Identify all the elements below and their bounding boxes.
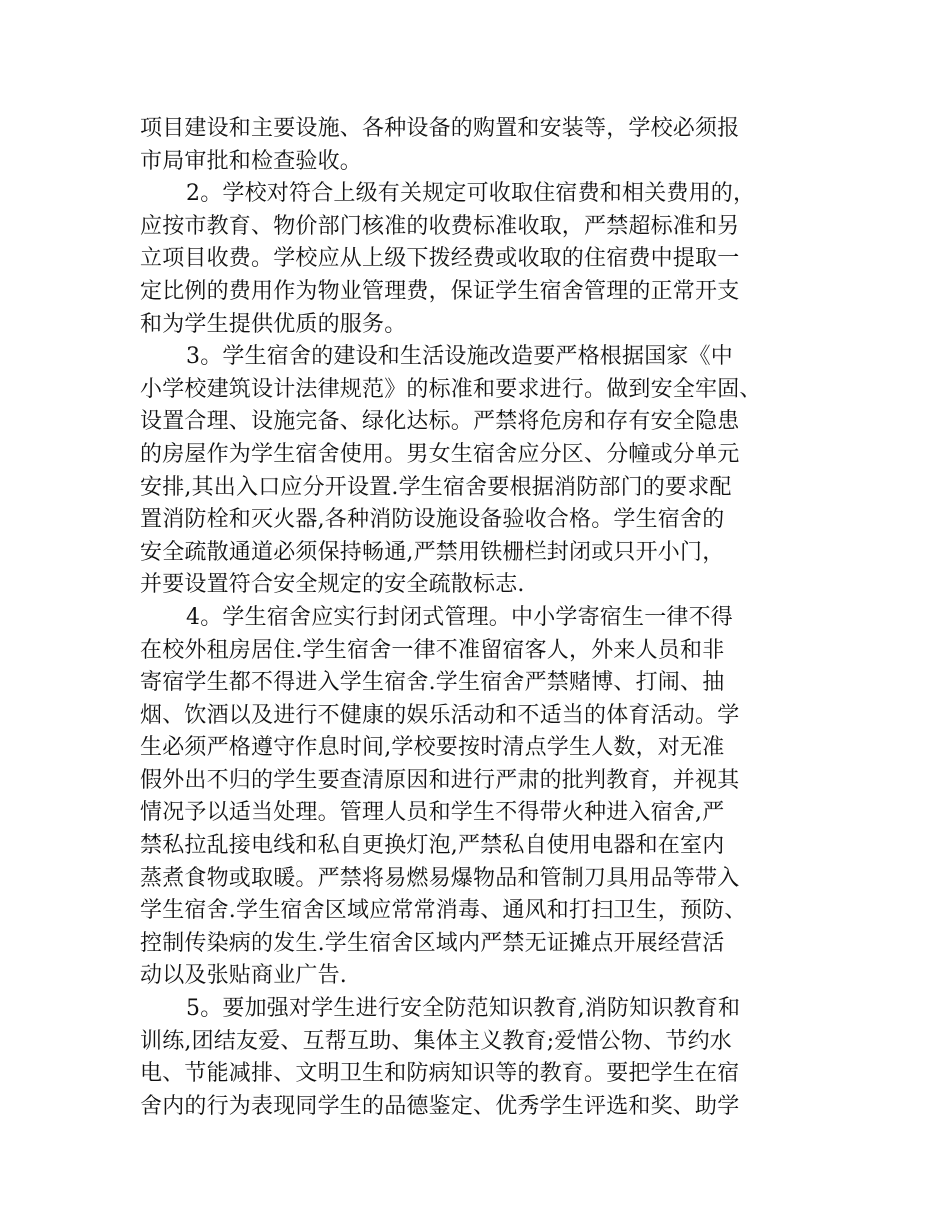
text-line: 控制传染病的发生.学生宿舍区域内严禁无证摊点开展经营活: [140, 930, 725, 956]
paragraph-first-line: 5。要加强对学生进行安全防范知识教育,消防知识教育和: [186, 996, 741, 1022]
text-line: 定比例的费用作为物业管理费，保证学生宿舍管理的正常开支: [140, 278, 740, 304]
paragraph-first-line: 4。学生宿舍应实行封闭式管理。中小学寄宿生一律不得: [186, 604, 733, 630]
text-line: 置消防栓和灭火器,各种消防设施设备验收合格。学生宿舍的: [140, 507, 725, 533]
text-line: 市局审批和检查验收。: [140, 148, 363, 174]
text-line: 立项目收费。学校应从上级下拨经费或收取的住宿费中提取一: [140, 246, 740, 272]
document-body-text: [140, 113, 830, 1123]
text-line: 和为学生提供优质的服务。: [140, 311, 407, 337]
text-line: 动以及张贴商业广告.: [140, 963, 347, 989]
text-line: 小学校建筑设计法律规范》的标准和要求进行。做到安全牢固、: [140, 376, 762, 402]
text-line: 安排,其出入口应分开设置.学生宿舍要根据消防部门的要求配: [140, 474, 732, 500]
paragraph-first-line: 2。学校对符合上级有关规定可收取住宿费和相关费用的，: [186, 181, 756, 207]
text-line: 生必须严格遵守作息时间,学校要按时清点学生人数，对无准: [140, 735, 725, 761]
text-line: 蒸煮食物或取暖。严禁将易燃易爆物品和管制刀具用品等带入: [140, 865, 740, 891]
text-line: 在校外租房居住.学生宿舍一律不准留宿客人，外来人员和非: [140, 637, 725, 663]
text-line: 训练,团结友爱、互帮互助、集体主义教育;爱惜公物、节约水: [140, 1028, 733, 1054]
text-line: 并要设置符合安全规定的安全疏散标志.: [140, 572, 525, 598]
text-line: 舍内的行为表现同学生的品德鉴定、优秀学生评选和奖、助学: [140, 1093, 740, 1119]
text-line: 设置合理、设施完备、绿化达标。严禁将危房和存有安全隐患: [140, 409, 740, 435]
paragraph-first-line: 3。学生宿舍的建设和生活设施改造要严格根据国家《中: [186, 344, 733, 370]
text-line: 安全疏散通道必须保持畅通,严禁用铁栅栏封闭或只开小门，: [140, 539, 725, 565]
text-line: 禁私拉乱接电线和私自更换灯泡,严禁私自使用电器和在室内: [140, 833, 725, 859]
text-line: 应按市教育、物价部门核准的收费标准收取，严禁超标准和另: [140, 213, 740, 239]
text-line: 项目建设和主要设施、各种设备的购置和安装等，学校必须报: [140, 116, 740, 141]
text-line: 寄宿学生都不得进入学生宿舍.学生宿舍严禁赌博、打闹、抽: [140, 670, 725, 696]
text-line: 烟、饮酒以及进行不健康的娱乐活动和不适当的体育活动。学: [140, 702, 740, 728]
text-line: 假外出不归的学生要查清原因和进行严肃的批判教育，并视其: [140, 767, 740, 793]
text-line: 的房屋作为学生宿舍使用。男女生宿舍应分区、分幢或分单元: [140, 441, 740, 467]
text-line: 电、节能减排、文明卫生和防病知识等的教育。要把学生在宿: [140, 1061, 740, 1087]
text-line: 学生宿舍.学生宿舍区域应常常消毒、通风和打扫卫生，预防、: [140, 898, 747, 924]
text-line: 情况予以适当处理。管理人员和学生不得带火种进入宿舍,严: [140, 800, 725, 826]
